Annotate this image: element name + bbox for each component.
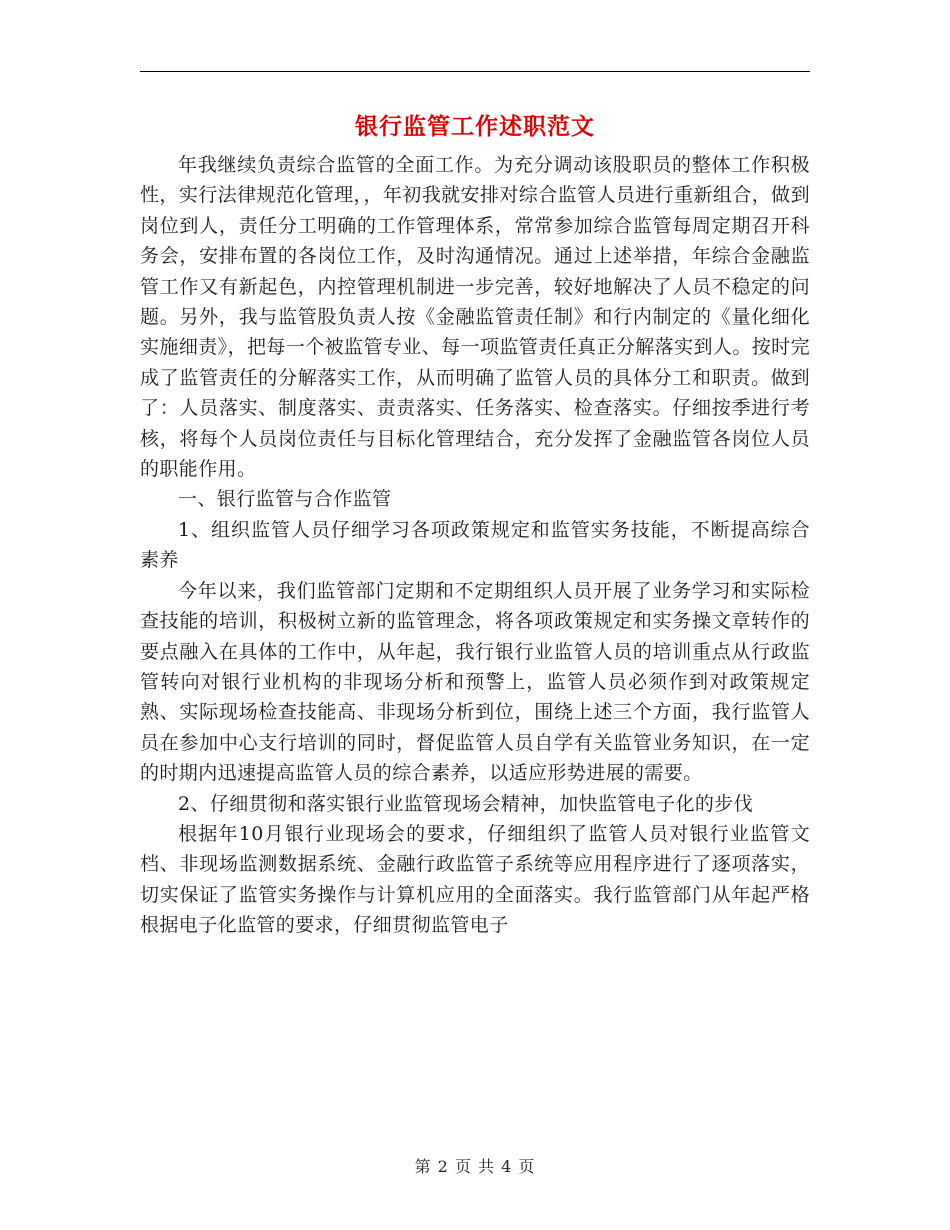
paragraph-intro: 年我继续负责综合监管的全面工作。为充分调动该股职员的整体工作积极性，实行法律规范化管理，，年初我就安排对综合监管人员进行重新组合，做到岗位到人，责任分工明确的工作管理体系，常常参加综合监管每周定期召开科务会，安排布置的各岗位工作，及时沟通情况。通过上述举措，年综合金融监管工作又有新起色，内控管理机制进一步完善，较好地解决了人员不稳定的问题。另外，我与监管股负责人按《金融监管责任制》和行内制定的《量化细化实施细责》，把每一个被监管专业、每一项监管责任真正分解落实到人。按时完成了监管责任的分解落实工作，从而明确了监管人员的具体分工和职责。做到了：人员落实、制度落实、责责落实、任务落实、检查落实。仔细按季进行考核，将每个人员岗位责任与目标化管理结合，充分发挥了金融监管各岗位人员的职能作用。: [140, 154, 810, 481]
page-number: 第 2 页 共 4 页: [414, 1157, 536, 1176]
subsection-heading-1: 1、组织监管人员仔细学习各项政策规定和监管实务技能，不断提高综合素养: [140, 518, 810, 572]
paragraph-training: 今年以来，我们监管部门定期和不定期组织人员开展了业务学习和实际检查技能的培训，积极树立新的监管理念，将各项政策规定和实务操文章转作的要点融入在具体的工作中，从年起，我行银行业监管人员的培训重点从行政监管转向对银行业机构的非现场分析和预警上，监管人员必须作到对政策规定熟、实际现场检查技能高、非现场分析到位，围绕上述三个方面，我行监管人员在参加中心支行培训的同时，督促监管人员自学有关监管业务知识，在一定的时期内迅速提高监管人员的综合素养，以适应形势进展的需要。: [140, 579, 810, 785]
document-title: 银行监管工作述职范文: [355, 113, 595, 140]
section-heading: 一、银行监管与合作监管: [178, 488, 392, 511]
subsection-heading-2: 2、仔细贯彻和落实银行业监管现场会精神，加快监管电子化的步伐: [178, 792, 754, 815]
header-rule: [140, 71, 810, 72]
document-body: [140, 150, 810, 941]
paragraph-electronic: 根据年10月银行业现场会的要求，仔细组织了监管人员对银行业监管文档、非现场监测数据系统、金融行政监管子系统等应用程序进行了逐项落实，切实保证了监管实务操作与计算机应用的全面落实。我行监管部门从年起严格根据电子化监管的要求，仔细贯彻监管电子: [140, 822, 810, 937]
